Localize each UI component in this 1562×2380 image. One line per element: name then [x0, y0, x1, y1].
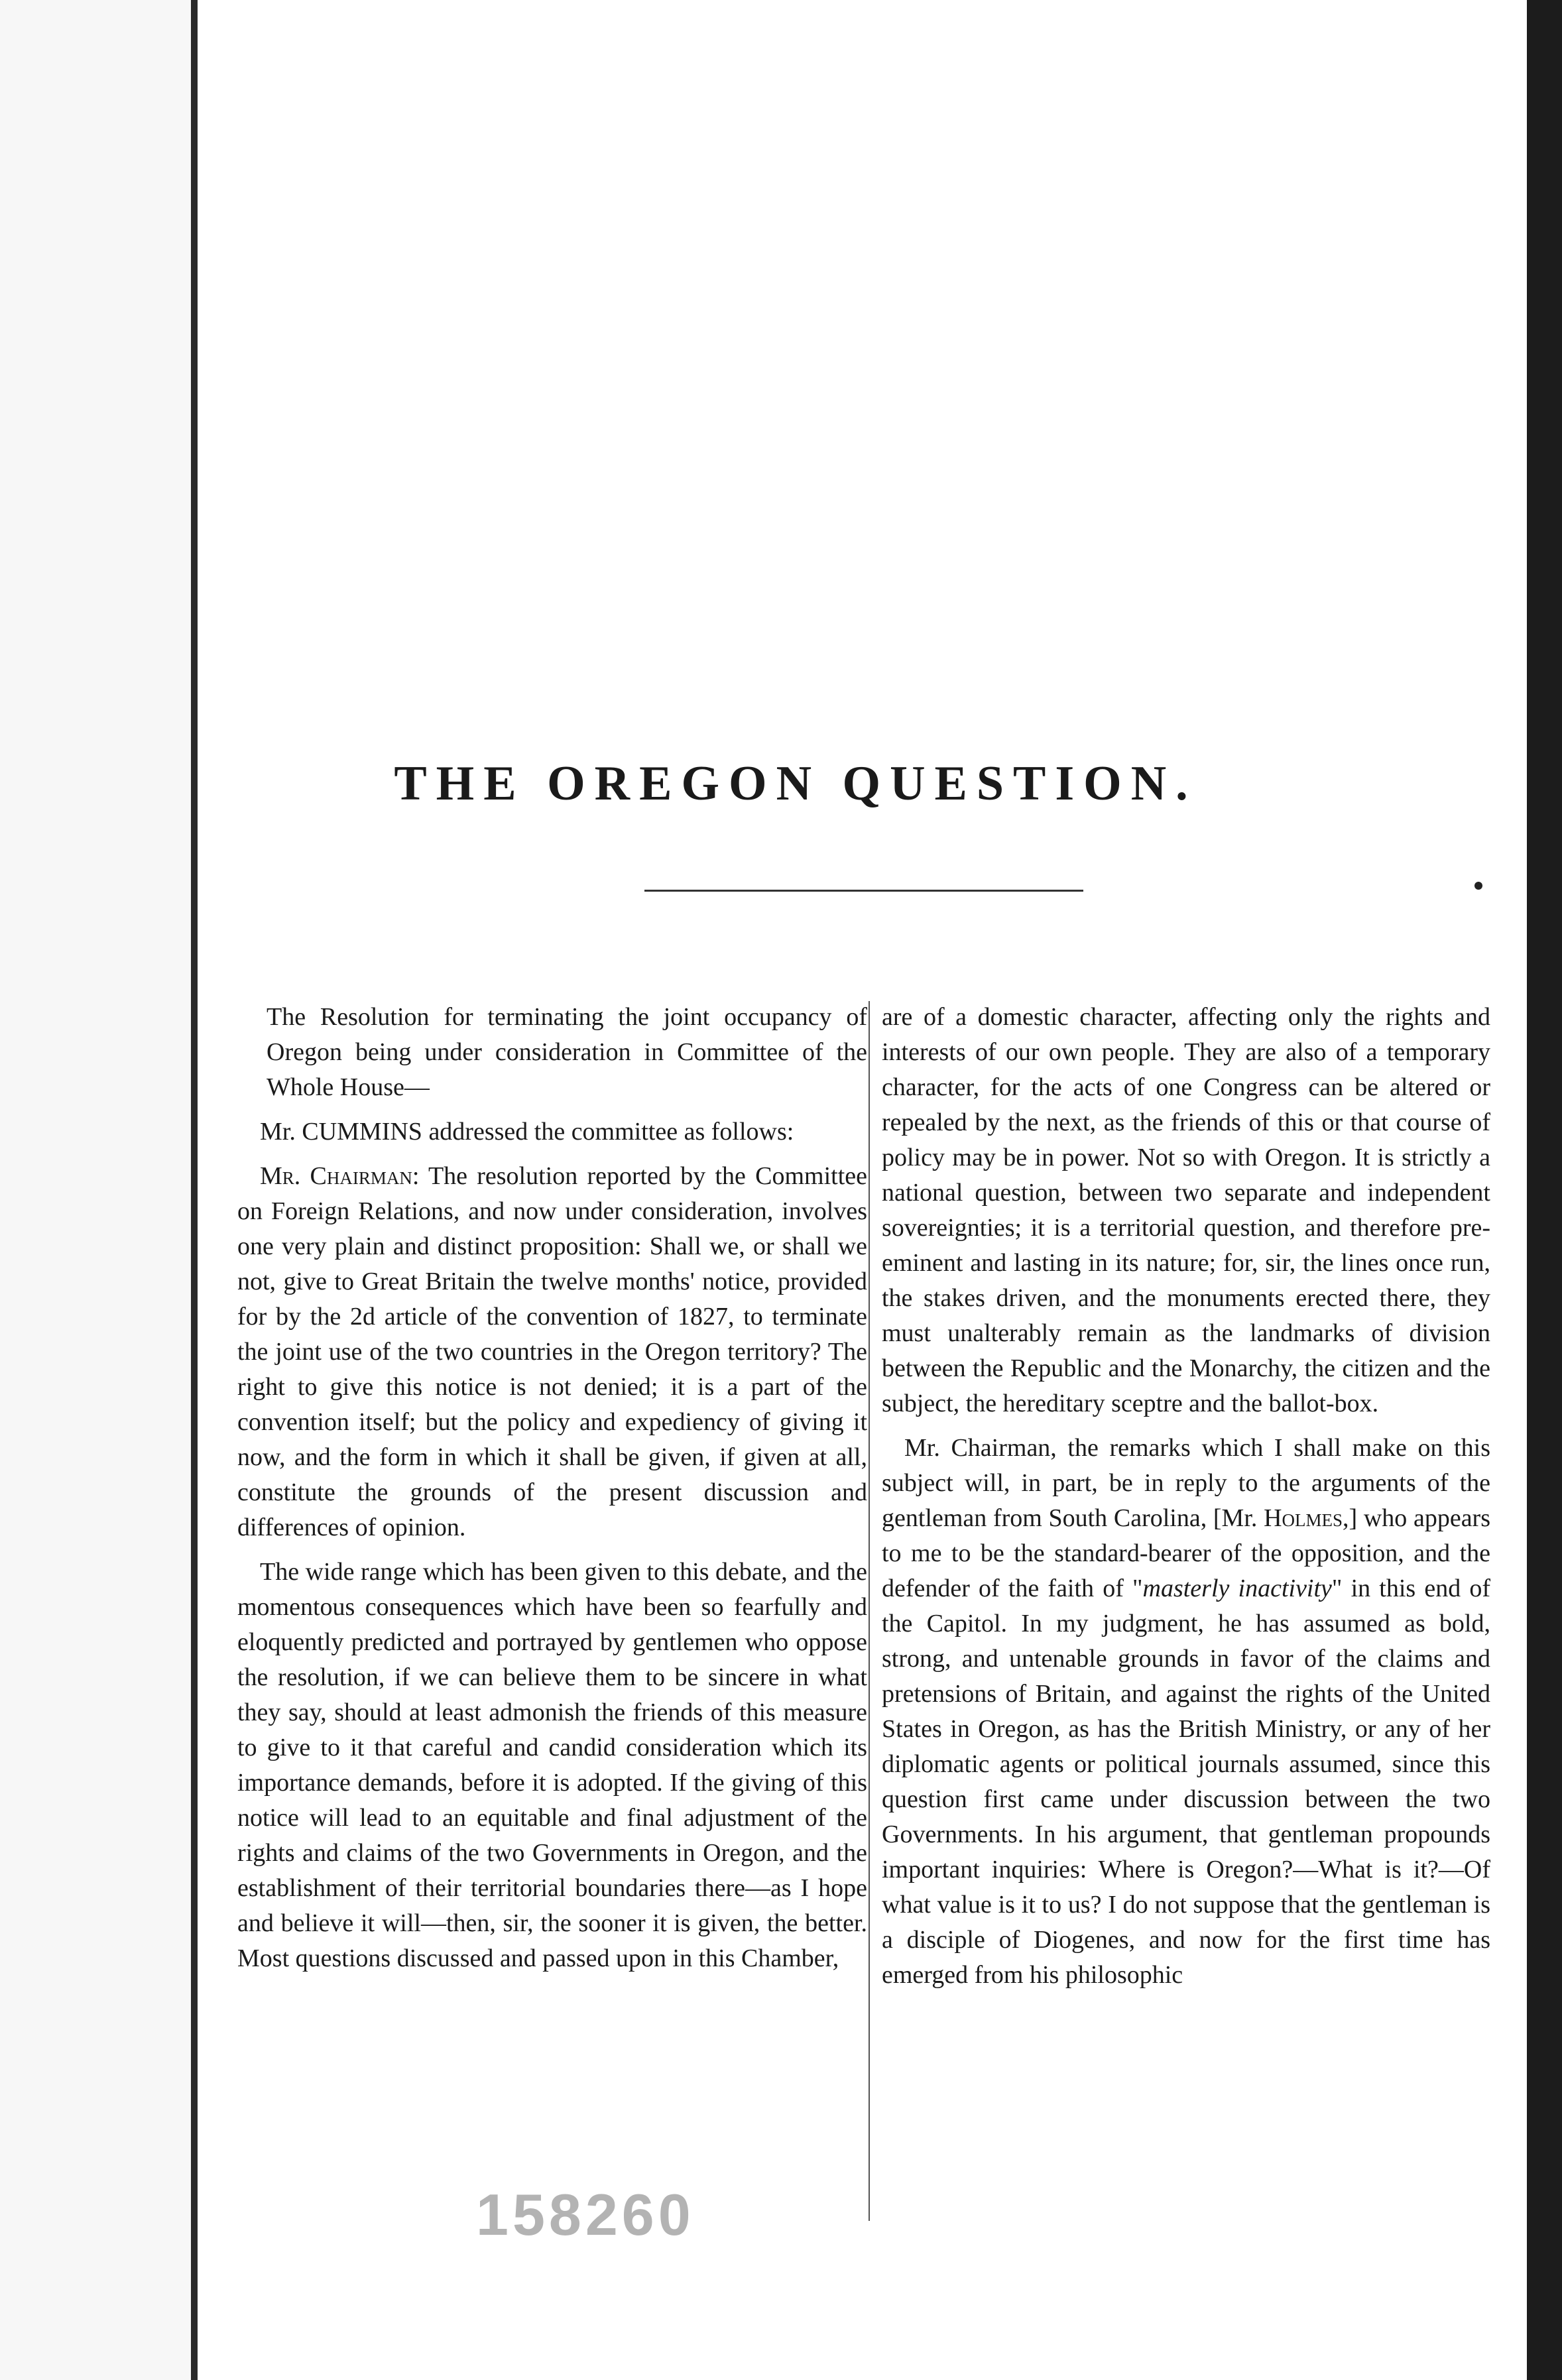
right-column	[882, 1000, 1490, 2002]
reply-text-b: ,] who appears to me to be the standard-bearer of the opposition, and the defender of the faith of "	[882, 1504, 1491, 1602]
speech-paragraph-2: The wide range which has been given to this debate, and the momentous consequences which have been so fearfully and eloquently predicted and portrayed by gentlemen who oppose the resolution, if we can believe them to be sincere in what they say, should at least admonish the friends of this measure to give to it that careful and candid consideration which its importance demands, before it is adopted. If the giving of this notice will lead to an equitable and final adjustment of the rights and claims of the two Governments in Oregon, and the establishment of their territorial boundaries there—as I hope and believe it will—then, sir, the sooner it is given, the better. Most questions discussed and passed upon in this Chamber,	[237, 1558, 867, 1972]
speaker-label: Mr. Chairman:	[260, 1162, 420, 1190]
right-scan-border	[1527, 0, 1562, 2380]
left-page-edge	[0, 0, 191, 2380]
continued-paragraph: are of a domestic character, affecting only the rights and interests of our own people. They are also of a temporary character, for the acts of one Congress can be altered or repealed by the next, as the friends of this or that course of policy may be in power. Not so with Oregon. It is strictly a national question, between two separate and independent sovereignties; it is a territorial question, and therefore pre-eminent and lasting in its nature; for, sir, the lines once run, the stakes driven, and the monuments erected there, they must unalterably remain as the landmarks of division between the Republic and the Monarchy, the citizen and the subject, the hereditary sceptre and the ballot-box.	[882, 1003, 1490, 1417]
binding-spine	[191, 0, 198, 2380]
column-divider	[869, 1001, 870, 2221]
reply-text-a: Mr. Chairman, the remarks which I shall make on this subject will, in part, be in reply to the arguments of the gentleman from South Carolina, [Mr.	[882, 1434, 1490, 1532]
speech-paragraph-1	[237, 1159, 867, 1545]
title-rule	[644, 890, 1083, 892]
reply-paragraph	[882, 1431, 1490, 1993]
ink-speck	[1474, 882, 1482, 890]
intro-paragraph: The Resolution for terminating the joint occupancy of Oregon being under consideration in Committee of the Whole House—	[267, 1003, 867, 1101]
italic-phrase: masterly inactivity	[1142, 1575, 1332, 1602]
library-stamp-number: 158260	[476, 2182, 695, 2247]
page-title: THE OREGON QUESTION.	[394, 756, 1197, 811]
speaker-paragraph: Mr. CUMMINS addressed the committee as follows:	[260, 1118, 794, 1146]
left-column	[237, 1000, 867, 1986]
speech-text: The resolution reported by the Committee on Foreign Relations, and now under consideration, involves one very plain and distinct proposition: Shall we, or shall we not, give to Great Britain the twelve months' notice, provided for by the 2d article of the convention of 1827, to terminate the joint use of the two countries in the Oregon territory? The right to give this notice is not denied; it is a part of the convention itself; but the policy and expediency of giving it now, and the form in which it shall be given, if given at all, constitute the grounds of the present discussion and differences of opinion.	[237, 1162, 867, 1541]
reply-text-c: " in this end of the Capitol. In my judgment, he has assumed as bold, strong, and untenable grounds in favor of the claims and pretensions of Britain, and against the rights of the United States in Oregon, as has the British Ministry, or any of her diplomatic agents or political journals assumed, since this question first came under discussion between the two Governments. In his argument, that gentleman propounds important inquiries: Where is Oregon?—What is it?—Of what value is it to us? I do not suppose that the gentleman is a disciple of Diogenes, and now for the first time has emerged from his philosophic	[882, 1575, 1490, 1989]
holmes-name: Holmes	[1264, 1504, 1343, 1532]
